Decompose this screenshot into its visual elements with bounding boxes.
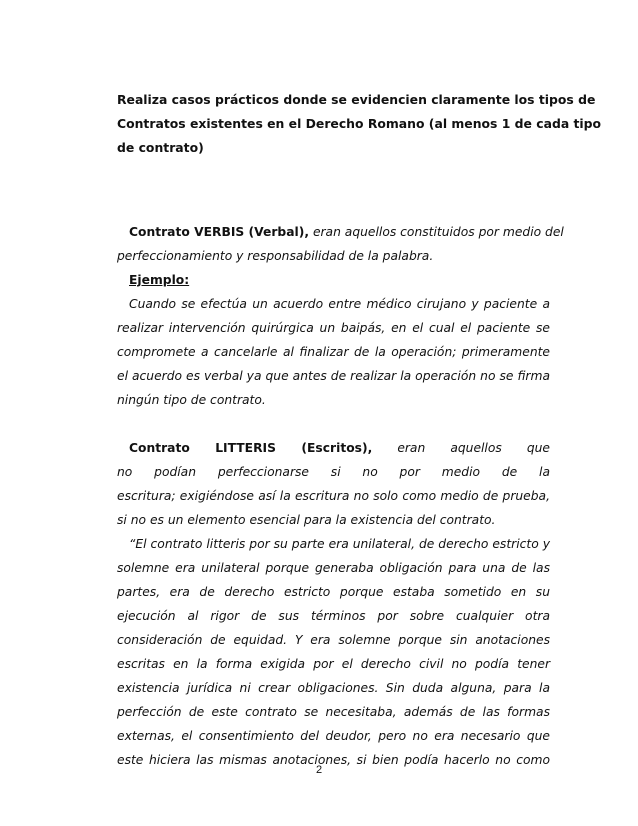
litteris-intro-rest: eran aquellos que: [372, 441, 550, 455]
quote-line: escritas en la forma exigida por el derecho civil no podía tener: [117, 657, 550, 671]
quote-line: este hiciera las mismas anotaciones, si bien podía hacerlo no como: [117, 753, 550, 767]
heading-line: de contrato): [117, 140, 204, 155]
quote-line: perfección de este contrato se necesitaba, además de las formas: [117, 705, 550, 719]
example-label: Ejemplo:: [129, 273, 190, 287]
assignment-heading: [117, 88, 602, 160]
quote-line: solemne era unilateral porque generaba obligación para una de las: [117, 561, 550, 575]
spacer: [117, 160, 550, 220]
example-line: compromete a cancelarle al finalizar de la operación; primeramente: [117, 345, 550, 359]
quote-line: consideración de equidad. Y era solemne porque sin anotaciones: [117, 633, 550, 647]
page-number: 2: [315, 764, 323, 776]
litteris-title: Contrato LITTERIS (Escritos),: [129, 441, 373, 455]
example-line: realizar intervención quirúrgica un baipás, en el cual el paciente se: [117, 321, 550, 335]
litteris-intro-line: escritura; exigiéndose así la escritura no solo como medio de prueba,: [117, 489, 550, 503]
quote-line: existencia jurídica ni crear obligaciones. Sin duda alguna, para la: [117, 681, 550, 695]
document-body: [117, 88, 602, 772]
example-line: el acuerdo es verbal ya que antes de realizar la operación no se firma: [117, 369, 550, 383]
verbis-intro-rest: eran aquellos constituidos por medio del: [309, 225, 564, 239]
verbis-title: Contrato VERBIS (Verbal),: [129, 225, 310, 239]
quote-line: ejecución al rigor de sus términos por sobre cualquier otra: [117, 609, 550, 623]
quote-line: partes, era de derecho estricto porque estaba sometido en su: [117, 585, 550, 599]
example-label-line: [117, 268, 550, 292]
spacer: [117, 412, 550, 436]
section-verbis: [117, 220, 564, 412]
heading-line: Realiza casos prácticos donde se evidencien claramente los tipos de: [117, 92, 596, 107]
verbis-intro-line: perfeccionamiento y responsabilidad de la palabra.: [117, 249, 434, 263]
litteris-intro: [117, 436, 550, 460]
quote-line: externas, el consentimiento del deudor, pero no era necesario que: [117, 729, 550, 743]
verbis-intro: [117, 220, 564, 244]
litteris-intro-line: no podían perfeccionarse si no por medio de la: [117, 465, 550, 479]
example-line: Cuando se efectúa un acuerdo entre médico cirujano y paciente a: [129, 297, 550, 311]
heading-line: Contratos existentes en el Derecho Romano (al menos 1 de cada tipo: [117, 116, 602, 131]
litteris-intro-line: si no es un elemento esencial para la existencia del contrato.: [117, 513, 496, 527]
example-line: ningún tipo de contrato.: [117, 393, 266, 407]
quote-line: “El contrato litteris por su parte era unilateral, de derecho estricto y: [129, 537, 550, 551]
section-litteris: [117, 436, 550, 772]
